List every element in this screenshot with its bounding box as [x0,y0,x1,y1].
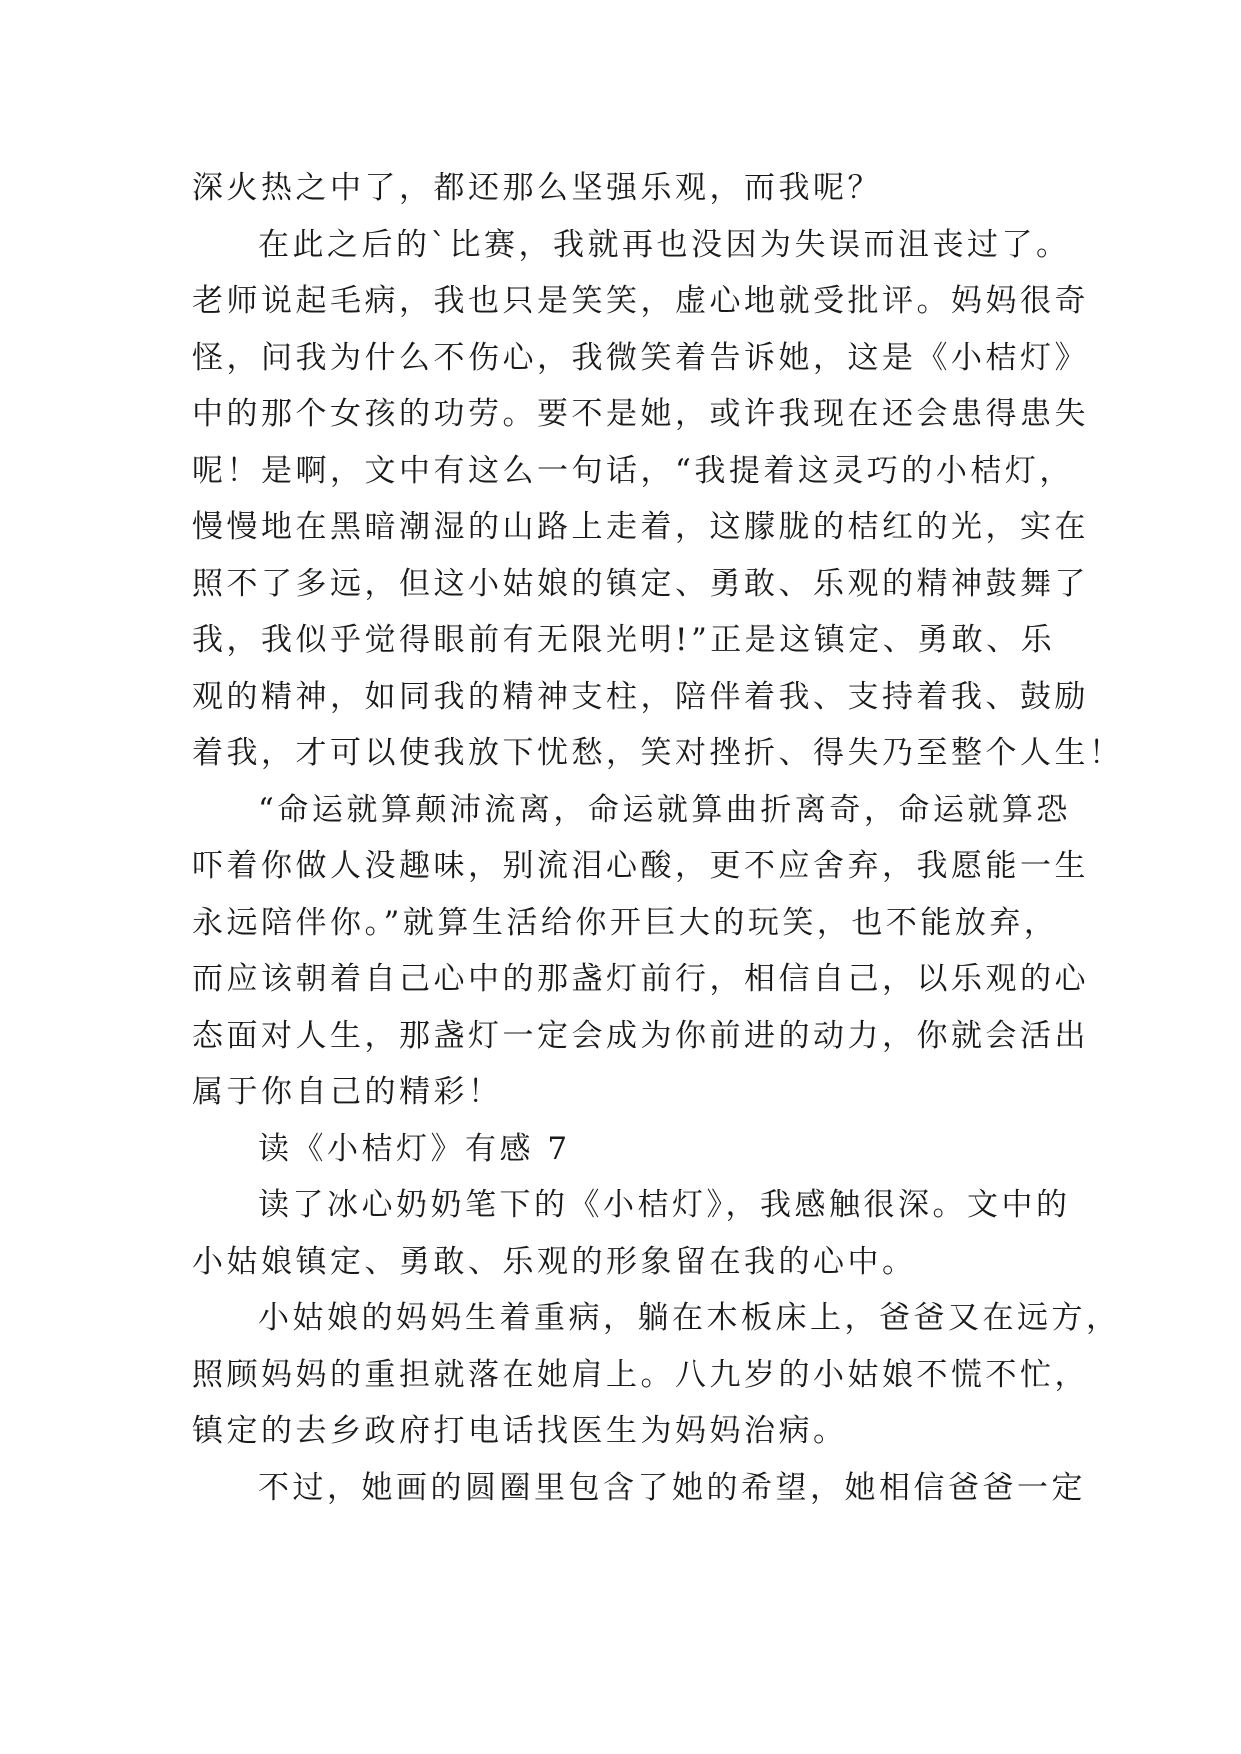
text-line: 怪，问我为什么不伤心，我微笑着告诉她，这是《小桔灯》 [192,339,1089,376]
text-line: 小姑娘镇定、勇敢、乐观的形象留在我的心中。 [192,1243,917,1280]
text-line: 镇定的去乡政府打电话找医生为妈妈治病。 [192,1413,848,1449]
text-line: 而应该朝着自己心中的那盏灯前行，相信自己，以乐观的心 [192,961,1089,997]
text-line: 吓着你做人没趣味，别流泪心酸，更不应舍弃，我愿能一生 [192,848,1089,884]
text-line: 照顾妈妈的重担就落在她肩上。八九岁的小姑娘不慌不忙， [192,1356,1089,1393]
text-line: 在此之后的`比赛，我就再也没因为失误而沮丧过了。 [258,226,1071,263]
text-line: 不过，她画的圆圈里包含了她的希望，她相信爸爸一定 [258,1469,1086,1506]
text-line: 小姑娘的妈妈生着重病，躺在木板床上，爸爸又在远方， [258,1300,1121,1336]
text-line: 着我，才可以使我放下忧愁，笑对挫折、得失乃至整个人生！ [192,735,1124,771]
text-line: “命运就算颠沛流离，命运就算曲折离奇，命运就算恐 [258,791,1071,828]
text-line: 永远陪伴你。”就算生活给你开巨大的玩笑，也不能放弃， [192,904,1059,941]
text-line: 呢！是啊，文中有这么一句话，“我提着这灵巧的小桔灯， [192,452,1074,489]
text-line: 深火热之中了，都还那么坚强乐观，而我呢？ [192,170,882,206]
text-line: 属于你自己的精彩！ [192,1074,503,1110]
text-line: 老师说起毛病，我也只是笑笑，虚心地就受批评。妈妈很奇 [192,283,1089,319]
text-line: 观的精神，如同我的精神支柱，陪伴着我、支持着我、鼓励 [192,678,1089,715]
text-line: 照不了多远，但这小姑娘的镇定、勇敢、乐观的精神鼓舞了 [192,565,1089,602]
essay-body [192,160,1124,1516]
section-title: 读《小桔灯》有感 7 [258,1130,571,1167]
text-line: 中的那个女孩的功劳。要不是她，或许我现在还会患得患失 [192,396,1089,432]
text-line: 态面对人生，那盏灯一定会成为你前进的动力，你就会活出 [192,1017,1089,1054]
text-line: 慢慢地在黑暗潮湿的山路上走着，这朦胧的桔红的光，实在 [192,509,1089,545]
text-line: 我，我似乎觉得眼前有无限光明!”正是这镇定、勇敢、乐 [192,622,1056,658]
text-line: 读了冰心奶奶笔下的《小桔灯》，我感触很深。文中的 [258,1187,1071,1223]
